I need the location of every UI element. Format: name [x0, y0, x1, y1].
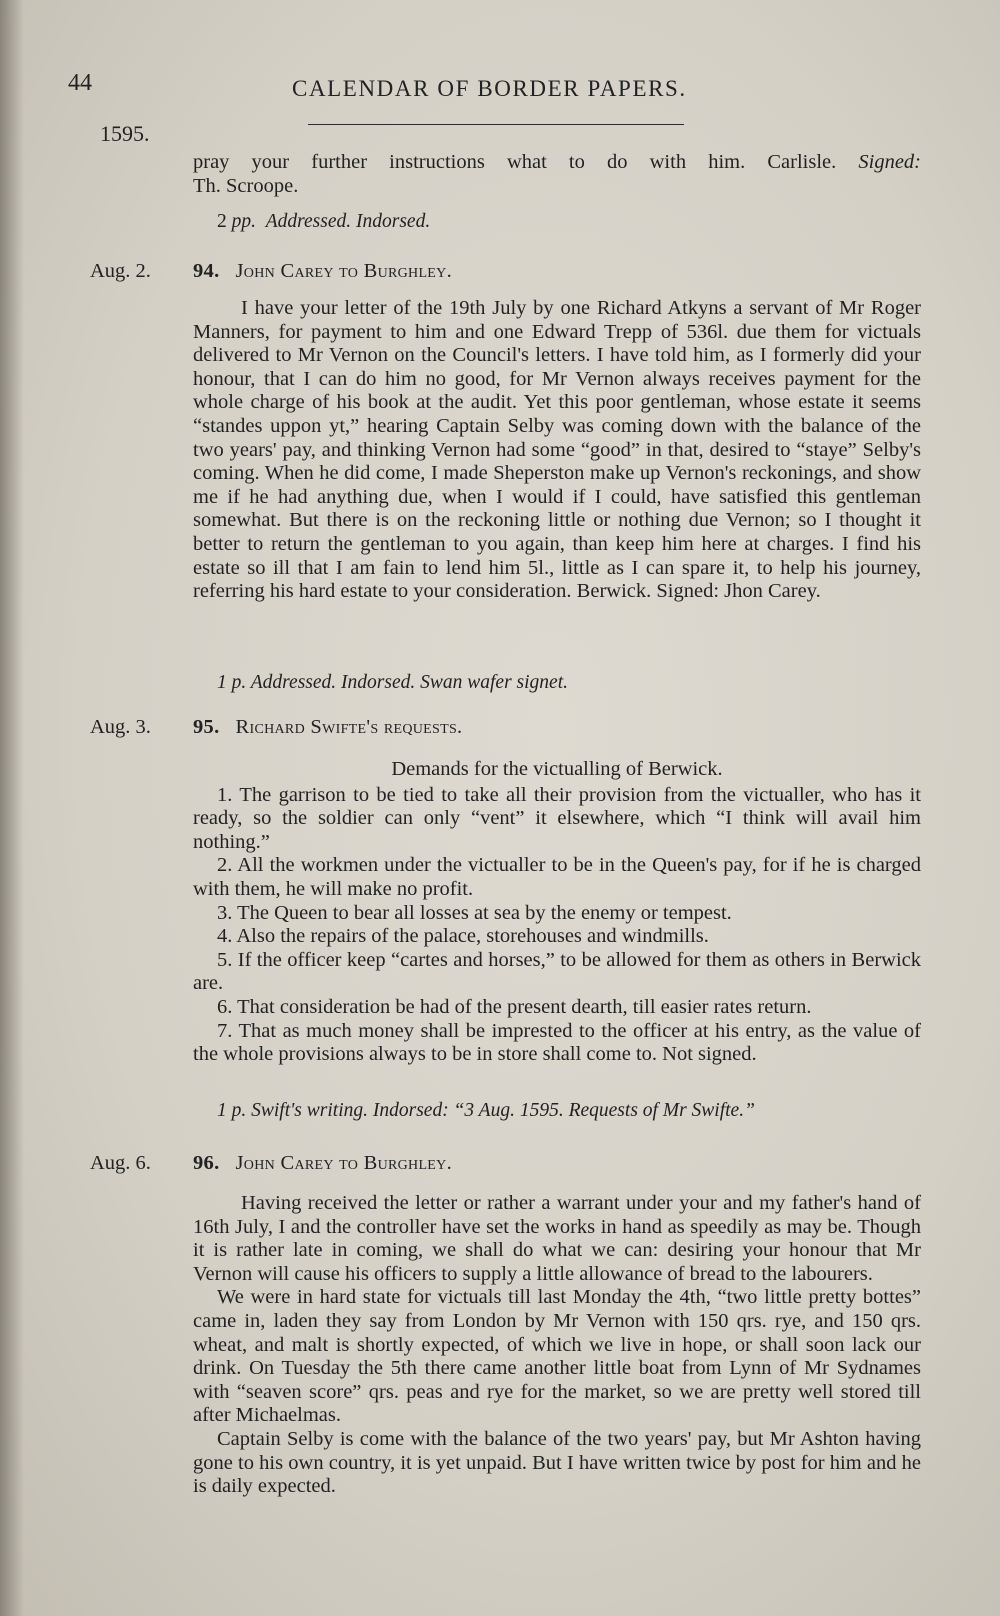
entry-heading	[193, 260, 452, 283]
entry-note: 1 p. Swift's writing. Indorsed: “3 Aug. 1595. Requests of Mr Swifte.”	[217, 1100, 755, 1121]
page-number: 44	[68, 70, 92, 96]
list-item: 5. If the officer keep “cartes and horses,” to be allowed for them as others in Berwick are.	[193, 948, 921, 995]
list-item: 2. All the workmen under the victualler to be in the Queen's pay, for if he is charged with them, he will make no profit.	[193, 854, 921, 900]
continuation-signer: Th. Scroope.	[193, 174, 299, 197]
entry-title: John Carey to Burghley.	[235, 1152, 452, 1174]
paragraph: We were in hard state for victuals till last Monday the 4th, “two little pretty bottes” came in, laden they say from London by Mr Vernon with 150 qrs. rye, and 150 qrs. wheat, and malt is shortly expected, of which we live in hope, or shall soon lack our drink. On Tuesday the 5th there came another little boat from Lynn of Mr Sydnames with “seaven score” qrs. peas and rye for the market, so we are pretty well stored till after Michaelmas.	[193, 1286, 921, 1427]
page-gutter-shadow	[0, 0, 24, 1616]
list-item: 1. The garrison to be tied to take all their provision from the victualler, who has it ready, so the soldier can only “vent” it elsewhere, which “I think will avail him nothing.”	[193, 783, 921, 853]
continuation-note: 2 pp. Addressed. Indorsed.	[217, 211, 431, 232]
paragraph: I have your letter of the 19th July by one Richard Atkyns a servant of Mr Roger Manners, for payment to him and one Edward Trepp of 536l. due them for victuals delivered to Mr Vernon on the Council's letters. I have told him, as I formerly did your honour, that I can do him no good, for Mr Vernon always receives payment for the whole charge of his book at the audit. Yet this poor gentleman, whose estate it seems “standes uppon yt,” hearing Captain Selby was coming down with the balance of the two years' pay, and thinking Vernon had some “good” in that, desired to “staye” Selby's coming. When he did come, I made Sheperston make up Vernon's reckonings, and show me if he had anything due, when I would if I could, have satisfied this gentleman somewhat. But there is on the reckoning little or nothing due Vernon; so I thought it better to return the gentleman to you again, than keep him here at charges. I find his estate so ill that I am fain to lend him 5l., little as I can spare it, to help his journey, referring his hard estate to your consideration. Berwick. Signed: Jhon Carey.	[193, 297, 921, 603]
paragraph: Having received the letter or rather a warrant under your and my father's hand of 16th July, I and the controller have set the works in hand as speedily as may be. Though it is rather late in coming, we shall do what we can: desiring your honour that Mr Vernon will cause his officers to supply a little allowance of bread to the labourers.	[193, 1192, 921, 1285]
header-rule	[308, 124, 684, 125]
list-item: 6. That consideration be had of the present dearth, till easier rates return.	[217, 995, 812, 1018]
list-item: 4. Also the repairs of the palace, storehouses and windmills.	[217, 925, 709, 948]
entry-heading	[193, 716, 462, 739]
running-head: CALENDAR OF BORDER PAPERS.	[292, 76, 687, 101]
paragraph: Captain Selby is come with the balance of the two years' pay, but Mr Ashton having gone to his own country, it is yet unpaid. But I have written twice by post for him and he is daily expected.	[193, 1427, 921, 1498]
entry-date: Aug. 2.	[90, 260, 151, 282]
list-item: 7. That as much money shall be imprested to the officer at his entry, as the value of the whole provisions always to be in store shall come to. Not signed.	[193, 1019, 921, 1066]
entry-body	[193, 1192, 921, 1499]
list-item: 3. The Queen to bear all losses at sea by the enemy or tempest.	[217, 901, 732, 924]
subheading: Demands for the victualling of Berwick.	[391, 758, 723, 780]
signed-label: Signed:	[858, 151, 922, 173]
continuation-text	[193, 151, 921, 198]
entry-body	[193, 297, 921, 604]
entry-date: Aug. 6.	[90, 1152, 151, 1174]
entry-heading	[193, 1152, 452, 1175]
continuation-main: pray your further instructions what to do with him. Carlisle.	[193, 151, 837, 173]
year-marker: 1595.	[100, 121, 150, 146]
entry-title: Richard Swifte's requests.	[235, 716, 463, 738]
entry-number: 96.	[193, 1152, 220, 1174]
entry-body	[193, 758, 921, 1067]
entry-date: Aug. 3.	[90, 716, 151, 738]
entry-title: John Carey to Burghley.	[235, 260, 452, 282]
entry-number: 94.	[193, 260, 220, 282]
entry-note: 1 p. Addressed. Indorsed. Swan wafer signet.	[217, 672, 568, 693]
entry-number: 95.	[193, 716, 220, 738]
